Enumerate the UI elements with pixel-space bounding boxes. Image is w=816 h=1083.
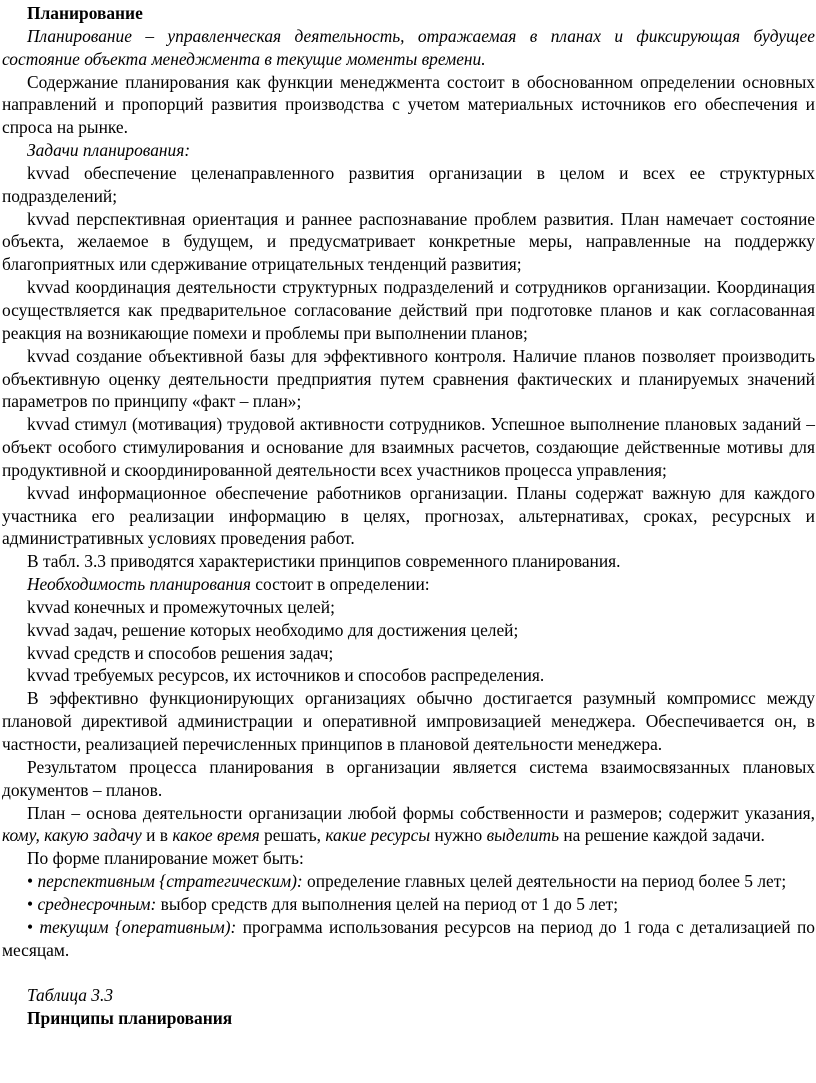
bullet-marker: kvvad xyxy=(27,345,70,366)
table-title: Принципы планирования xyxy=(27,1008,233,1029)
task-item: kvvad обеспечение целенаправленного развития организации в целом и всех ее структурных подразделений; xyxy=(2,162,815,206)
table-caption: Таблица 3.3 xyxy=(27,985,114,1006)
bullet-marker: kvvad xyxy=(27,596,70,617)
plan-paragraph: План – основа деятельности организации любой формы собственности и размеров; содержит указания, кому, какую задачу и в какое время решать, какие ресурсы нужно выделить на решение каждой задачи. xyxy=(2,802,815,846)
necessity-item: kvvad требуемых ресурсов, их источников и способов распределения. xyxy=(27,665,545,686)
necessity-paragraph: Необходимость планирования состоит в определении: xyxy=(27,574,430,595)
definition-text: – управленческая деятельность, отражаемая в планах и фиксирующая будущее состояние объекта менеджмента в текущие моменты времени. xyxy=(2,25,815,69)
task-item: kvvad стимул (мотивация) трудовой активности сотрудников. Успешное выполнение плановых заданий – объект особого стимулирования и основание для взаимных расчетов, создающие действенные мотивы для продуктивной и скоординированной деятельности всех участников процесса управления; xyxy=(2,414,815,480)
bullet-marker: kvvad xyxy=(27,208,70,229)
compromise-paragraph: В эффективно функционирующих организациях обычно достигается разумный компромисс между плановой директивой администрации и оперативной импровизацией менеджера. Обеспечивается он, в частности, реализацией перечисленных принципов в плановой деятельности менеджера. xyxy=(2,688,815,754)
bullet-marker: kvvad xyxy=(27,162,70,183)
blank-line xyxy=(2,961,815,984)
bullet-marker: kvvad xyxy=(27,277,70,298)
section-heading: Планирование xyxy=(27,3,143,23)
task-item: kvvad информационное обеспечение работников организации. Планы содержат важную для каждого участника его реализации информацию в целях, прогнозах, альтернативах, сроках, ресурсных и административных условиях проведения работ. xyxy=(2,482,815,549)
table-reference-paragraph: В табл. 3.3 приводятся характеристики принципов современного планирования. xyxy=(27,551,621,572)
task-item: kvvad координация деятельности структурных подразделений и сотрудников организации. Координация осуществляется как предварительное согласование действий при подготовке планов и как согласованная реакция на возникающие помехи и проблемы при выполнении планов; xyxy=(2,277,815,343)
necessity-item: kvvad конечных и промежуточных целей; xyxy=(27,596,335,617)
definition-paragraph xyxy=(2,25,815,71)
bullet-dot: • xyxy=(27,916,34,937)
necessity-item: kvvad средств и способов решения задач; xyxy=(27,642,334,663)
form-heading: По форме планирование может быть: xyxy=(27,848,304,869)
form-item: • среднесрочным: выбор средств для выполнения целей на период от 1 до 5 лет; xyxy=(27,893,619,914)
content-paragraph: Содержание планирования как функции менеджмента состоит в обоснованном определении основных направлений и пропорций развития производства с учетом материальных источников его обеспечения и спроса на рынке. xyxy=(2,71,815,138)
form-item: • текущим {оперативным): программа использования ресурсов на период до 1 года с детализацией по месяцам. xyxy=(2,916,815,960)
bullet-marker: kvvad xyxy=(27,482,70,503)
necessity-item: kvvad задач, решение которых необходимо для достижения целей; xyxy=(27,619,519,640)
bullet-marker: kvvad xyxy=(27,642,70,663)
bullet-dot: • xyxy=(27,893,34,914)
task-item: kvvad создание объективной базы для эффективного контроля. Наличие планов позволяет производить объективную оценку деятельности предприятия путем сравнения фактических и планируемых значений параметров по принципу «факт – план»; xyxy=(2,345,815,412)
form-item: • перспективным {стратегическим): определение главных целей деятельности на период более 5 лет; xyxy=(27,871,787,892)
bullet-marker: kvvad xyxy=(27,414,70,435)
bullet-marker: kvvad xyxy=(27,619,70,640)
result-paragraph: Результатом процесса планирования в организации является система взаимосвязанных плановых документов – планов. xyxy=(2,756,815,800)
tasks-heading: Задачи планирования: xyxy=(27,140,191,161)
bullet-marker: kvvad xyxy=(27,665,70,686)
task-item: kvvad перспективная ориентация и раннее распознавание проблем развития. План намечает состояние объекта, желаемое в будущем, и предусматривает конкретные меры, направленные на поддержку благоприятных или сдерживание отрицательных тенденций развития; xyxy=(2,208,815,275)
bullet-dot: • xyxy=(27,871,34,892)
definition-term: Планирование xyxy=(27,25,132,46)
necessity-term: Необходимость планирования xyxy=(27,574,251,595)
